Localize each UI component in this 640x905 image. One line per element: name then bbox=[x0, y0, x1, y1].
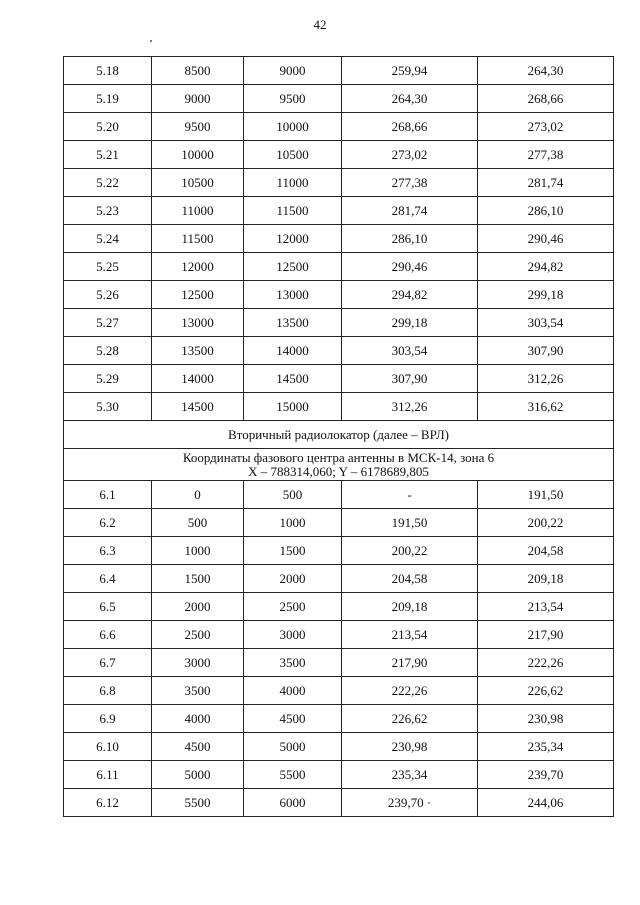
table-cell: 1500 bbox=[244, 537, 342, 565]
table-cell: 5.22 bbox=[64, 169, 152, 197]
table-cell: 2500 bbox=[152, 621, 244, 649]
table-cell: 290,46 bbox=[342, 253, 478, 281]
table-cell: 209,18 bbox=[478, 565, 614, 593]
table-cell: 15000 bbox=[244, 393, 342, 421]
table-cell: 5500 bbox=[152, 789, 244, 817]
table-cell: 12500 bbox=[244, 253, 342, 281]
table-cell: 273,02 bbox=[478, 113, 614, 141]
table-cell: 10500 bbox=[152, 169, 244, 197]
table-cell: 281,74 bbox=[342, 197, 478, 225]
table-cell: 12500 bbox=[152, 281, 244, 309]
table-cell: 286,10 bbox=[342, 225, 478, 253]
table-cell: 5.23 bbox=[64, 197, 152, 225]
table-cell: 2500 bbox=[244, 593, 342, 621]
table-cell: 264,30 bbox=[478, 57, 614, 85]
table-cell: 10500 bbox=[244, 141, 342, 169]
table-cell: 303,54 bbox=[478, 309, 614, 337]
table-row bbox=[64, 621, 614, 649]
table-cell: 5.27 bbox=[64, 309, 152, 337]
table-cell: 6.5 bbox=[64, 593, 152, 621]
table-row bbox=[64, 761, 614, 789]
section-header bbox=[64, 421, 614, 481]
table-cell: 10000 bbox=[152, 141, 244, 169]
scan-speck bbox=[150, 40, 152, 42]
table-cell: 6.8 bbox=[64, 677, 152, 705]
antenna-coordinates bbox=[64, 449, 614, 481]
table-cell: 286,10 bbox=[478, 197, 614, 225]
table-cell: 222,26 bbox=[342, 677, 478, 705]
table-body-section-5 bbox=[64, 57, 614, 421]
coordinates-line-1: Координаты фазового центра антенны в МСК-14, зона 6 bbox=[182, 449, 495, 465]
table-cell: 12000 bbox=[244, 225, 342, 253]
table-cell: 316,62 bbox=[478, 393, 614, 421]
table-cell: 3500 bbox=[152, 677, 244, 705]
table-cell: 209,18 bbox=[342, 593, 478, 621]
table-cell: 5.25 bbox=[64, 253, 152, 281]
table-cell: 204,58 bbox=[342, 565, 478, 593]
table-cell: 264,30 bbox=[342, 85, 478, 113]
table-cell: 222,26 bbox=[478, 649, 614, 677]
table-cell: 294,82 bbox=[478, 253, 614, 281]
table-cell: 5.20 bbox=[64, 113, 152, 141]
table-cell: 5.18 bbox=[64, 57, 152, 85]
table-cell: 5.21 bbox=[64, 141, 152, 169]
table-row bbox=[64, 393, 614, 421]
table-cell: 6.6 bbox=[64, 621, 152, 649]
table-cell: 299,18 bbox=[478, 281, 614, 309]
table-cell: 6.9 bbox=[64, 705, 152, 733]
table-cell: 2000 bbox=[152, 593, 244, 621]
table-row bbox=[64, 281, 614, 309]
table-cell: 1500 bbox=[152, 565, 244, 593]
table-cell: 4000 bbox=[244, 677, 342, 705]
table-row bbox=[64, 169, 614, 197]
table-row bbox=[64, 481, 614, 509]
table-cell: 277,38 bbox=[342, 169, 478, 197]
table-cell: 3000 bbox=[152, 649, 244, 677]
table-cell: 5.29 bbox=[64, 365, 152, 393]
table-cell: 6.2 bbox=[64, 509, 152, 537]
table-cell: 6.7 bbox=[64, 649, 152, 677]
table-cell: 9500 bbox=[152, 113, 244, 141]
table-row bbox=[64, 509, 614, 537]
table-cell: 5000 bbox=[152, 761, 244, 789]
table-row bbox=[64, 565, 614, 593]
table-cell: 226,62 bbox=[342, 705, 478, 733]
table-cell: 5500 bbox=[244, 761, 342, 789]
table-row bbox=[64, 789, 614, 817]
table-cell: 191,50 bbox=[478, 481, 614, 509]
table-cell: 8500 bbox=[152, 57, 244, 85]
table-cell: 191,50 bbox=[342, 509, 478, 537]
table-cell: 230,98 bbox=[342, 733, 478, 761]
table-cell: 226,62 bbox=[478, 677, 614, 705]
table-row bbox=[64, 677, 614, 705]
table-cell: 244,06 bbox=[478, 789, 614, 817]
table-cell: 14000 bbox=[244, 337, 342, 365]
table-cell: 6000 bbox=[244, 789, 342, 817]
table-cell: 13000 bbox=[244, 281, 342, 309]
table-row bbox=[64, 705, 614, 733]
table-cell: 500 bbox=[152, 509, 244, 537]
table-cell: 239,70 · bbox=[342, 789, 478, 817]
table-cell: 259,94 bbox=[342, 57, 478, 85]
table-cell: 13500 bbox=[152, 337, 244, 365]
table-row bbox=[64, 593, 614, 621]
coordinates-line-2: X – 788314,060; Y – 6178689,805 bbox=[248, 463, 429, 479]
table-cell: 5.24 bbox=[64, 225, 152, 253]
table-cell: 290,46 bbox=[478, 225, 614, 253]
table-cell: 14500 bbox=[244, 365, 342, 393]
table-cell: 307,90 bbox=[478, 337, 614, 365]
table-cell: 217,90 bbox=[478, 621, 614, 649]
table-cell: 307,90 bbox=[342, 365, 478, 393]
table-cell: 273,02 bbox=[342, 141, 478, 169]
table-cell: 5.28 bbox=[64, 337, 152, 365]
table-cell: 200,22 bbox=[342, 537, 478, 565]
table-row bbox=[64, 225, 614, 253]
table-row bbox=[64, 365, 614, 393]
table-cell: 9000 bbox=[152, 85, 244, 113]
table-cell: 9500 bbox=[244, 85, 342, 113]
table-cell: 0 bbox=[152, 481, 244, 509]
table-cell: 10000 bbox=[244, 113, 342, 141]
table-cell: 5.26 bbox=[64, 281, 152, 309]
table-cell: 2000 bbox=[244, 565, 342, 593]
table-cell: 3000 bbox=[244, 621, 342, 649]
table-cell: 5000 bbox=[244, 733, 342, 761]
table-cell: 14500 bbox=[152, 393, 244, 421]
table-cell: 299,18 bbox=[342, 309, 478, 337]
table-cell: 3500 bbox=[244, 649, 342, 677]
table-row bbox=[64, 57, 614, 85]
data-table bbox=[63, 56, 614, 817]
section-title-row bbox=[64, 421, 614, 449]
table-cell: 13500 bbox=[244, 309, 342, 337]
table-row bbox=[64, 537, 614, 565]
table-cell: 6.1 bbox=[64, 481, 152, 509]
table-cell: 230,98 bbox=[478, 705, 614, 733]
table-cell: 303,54 bbox=[342, 337, 478, 365]
table-cell: 200,22 bbox=[478, 509, 614, 537]
table-cell: 6.4 bbox=[64, 565, 152, 593]
table-row bbox=[64, 253, 614, 281]
table-cell: 235,34 bbox=[342, 761, 478, 789]
table-cell: 1000 bbox=[152, 537, 244, 565]
table-cell: 11500 bbox=[152, 225, 244, 253]
table-cell: 6.10 bbox=[64, 733, 152, 761]
table-cell: 4000 bbox=[152, 705, 244, 733]
table-cell: - bbox=[342, 481, 478, 509]
table-cell: 5.19 bbox=[64, 85, 152, 113]
table-cell: 11000 bbox=[244, 169, 342, 197]
table-cell: 4500 bbox=[244, 705, 342, 733]
table-cell: 12000 bbox=[152, 253, 244, 281]
table-cell: 312,26 bbox=[342, 393, 478, 421]
table-row bbox=[64, 337, 614, 365]
table-cell: 213,54 bbox=[342, 621, 478, 649]
table-body-section-6 bbox=[64, 481, 614, 817]
table-cell: 14000 bbox=[152, 365, 244, 393]
section-title: Вторичный радиолокатор (далее – ВРЛ) bbox=[64, 421, 614, 449]
table-row bbox=[64, 197, 614, 225]
page-number: 42 bbox=[313, 17, 327, 32]
table-row bbox=[64, 309, 614, 337]
table-row bbox=[64, 85, 614, 113]
table-cell: 239,70 bbox=[478, 761, 614, 789]
table-cell: 235,34 bbox=[478, 733, 614, 761]
table-cell: 277,38 bbox=[478, 141, 614, 169]
table-cell: 217,90 bbox=[342, 649, 478, 677]
table-cell: 11500 bbox=[244, 197, 342, 225]
table-row bbox=[64, 141, 614, 169]
table-row bbox=[64, 113, 614, 141]
table-cell: 312,26 bbox=[478, 365, 614, 393]
table-cell: 6.12 bbox=[64, 789, 152, 817]
table-cell: 268,66 bbox=[478, 85, 614, 113]
table-cell: 294,82 bbox=[342, 281, 478, 309]
table-cell: 500 bbox=[244, 481, 342, 509]
table-cell: 1000 bbox=[244, 509, 342, 537]
table-cell: 9000 bbox=[244, 57, 342, 85]
table-cell: 204,58 bbox=[478, 537, 614, 565]
table-row bbox=[64, 649, 614, 677]
table-cell: 11000 bbox=[152, 197, 244, 225]
table-row bbox=[64, 733, 614, 761]
table-cell: 4500 bbox=[152, 733, 244, 761]
table-cell: 6.11 bbox=[64, 761, 152, 789]
table-cell: 6.3 bbox=[64, 537, 152, 565]
coordinates-row bbox=[64, 449, 614, 481]
table-cell: 281,74 bbox=[478, 169, 614, 197]
table-cell: 268,66 bbox=[342, 113, 478, 141]
table-cell: 13000 bbox=[152, 309, 244, 337]
table-cell: 213,54 bbox=[478, 593, 614, 621]
table-cell: 5.30 bbox=[64, 393, 152, 421]
